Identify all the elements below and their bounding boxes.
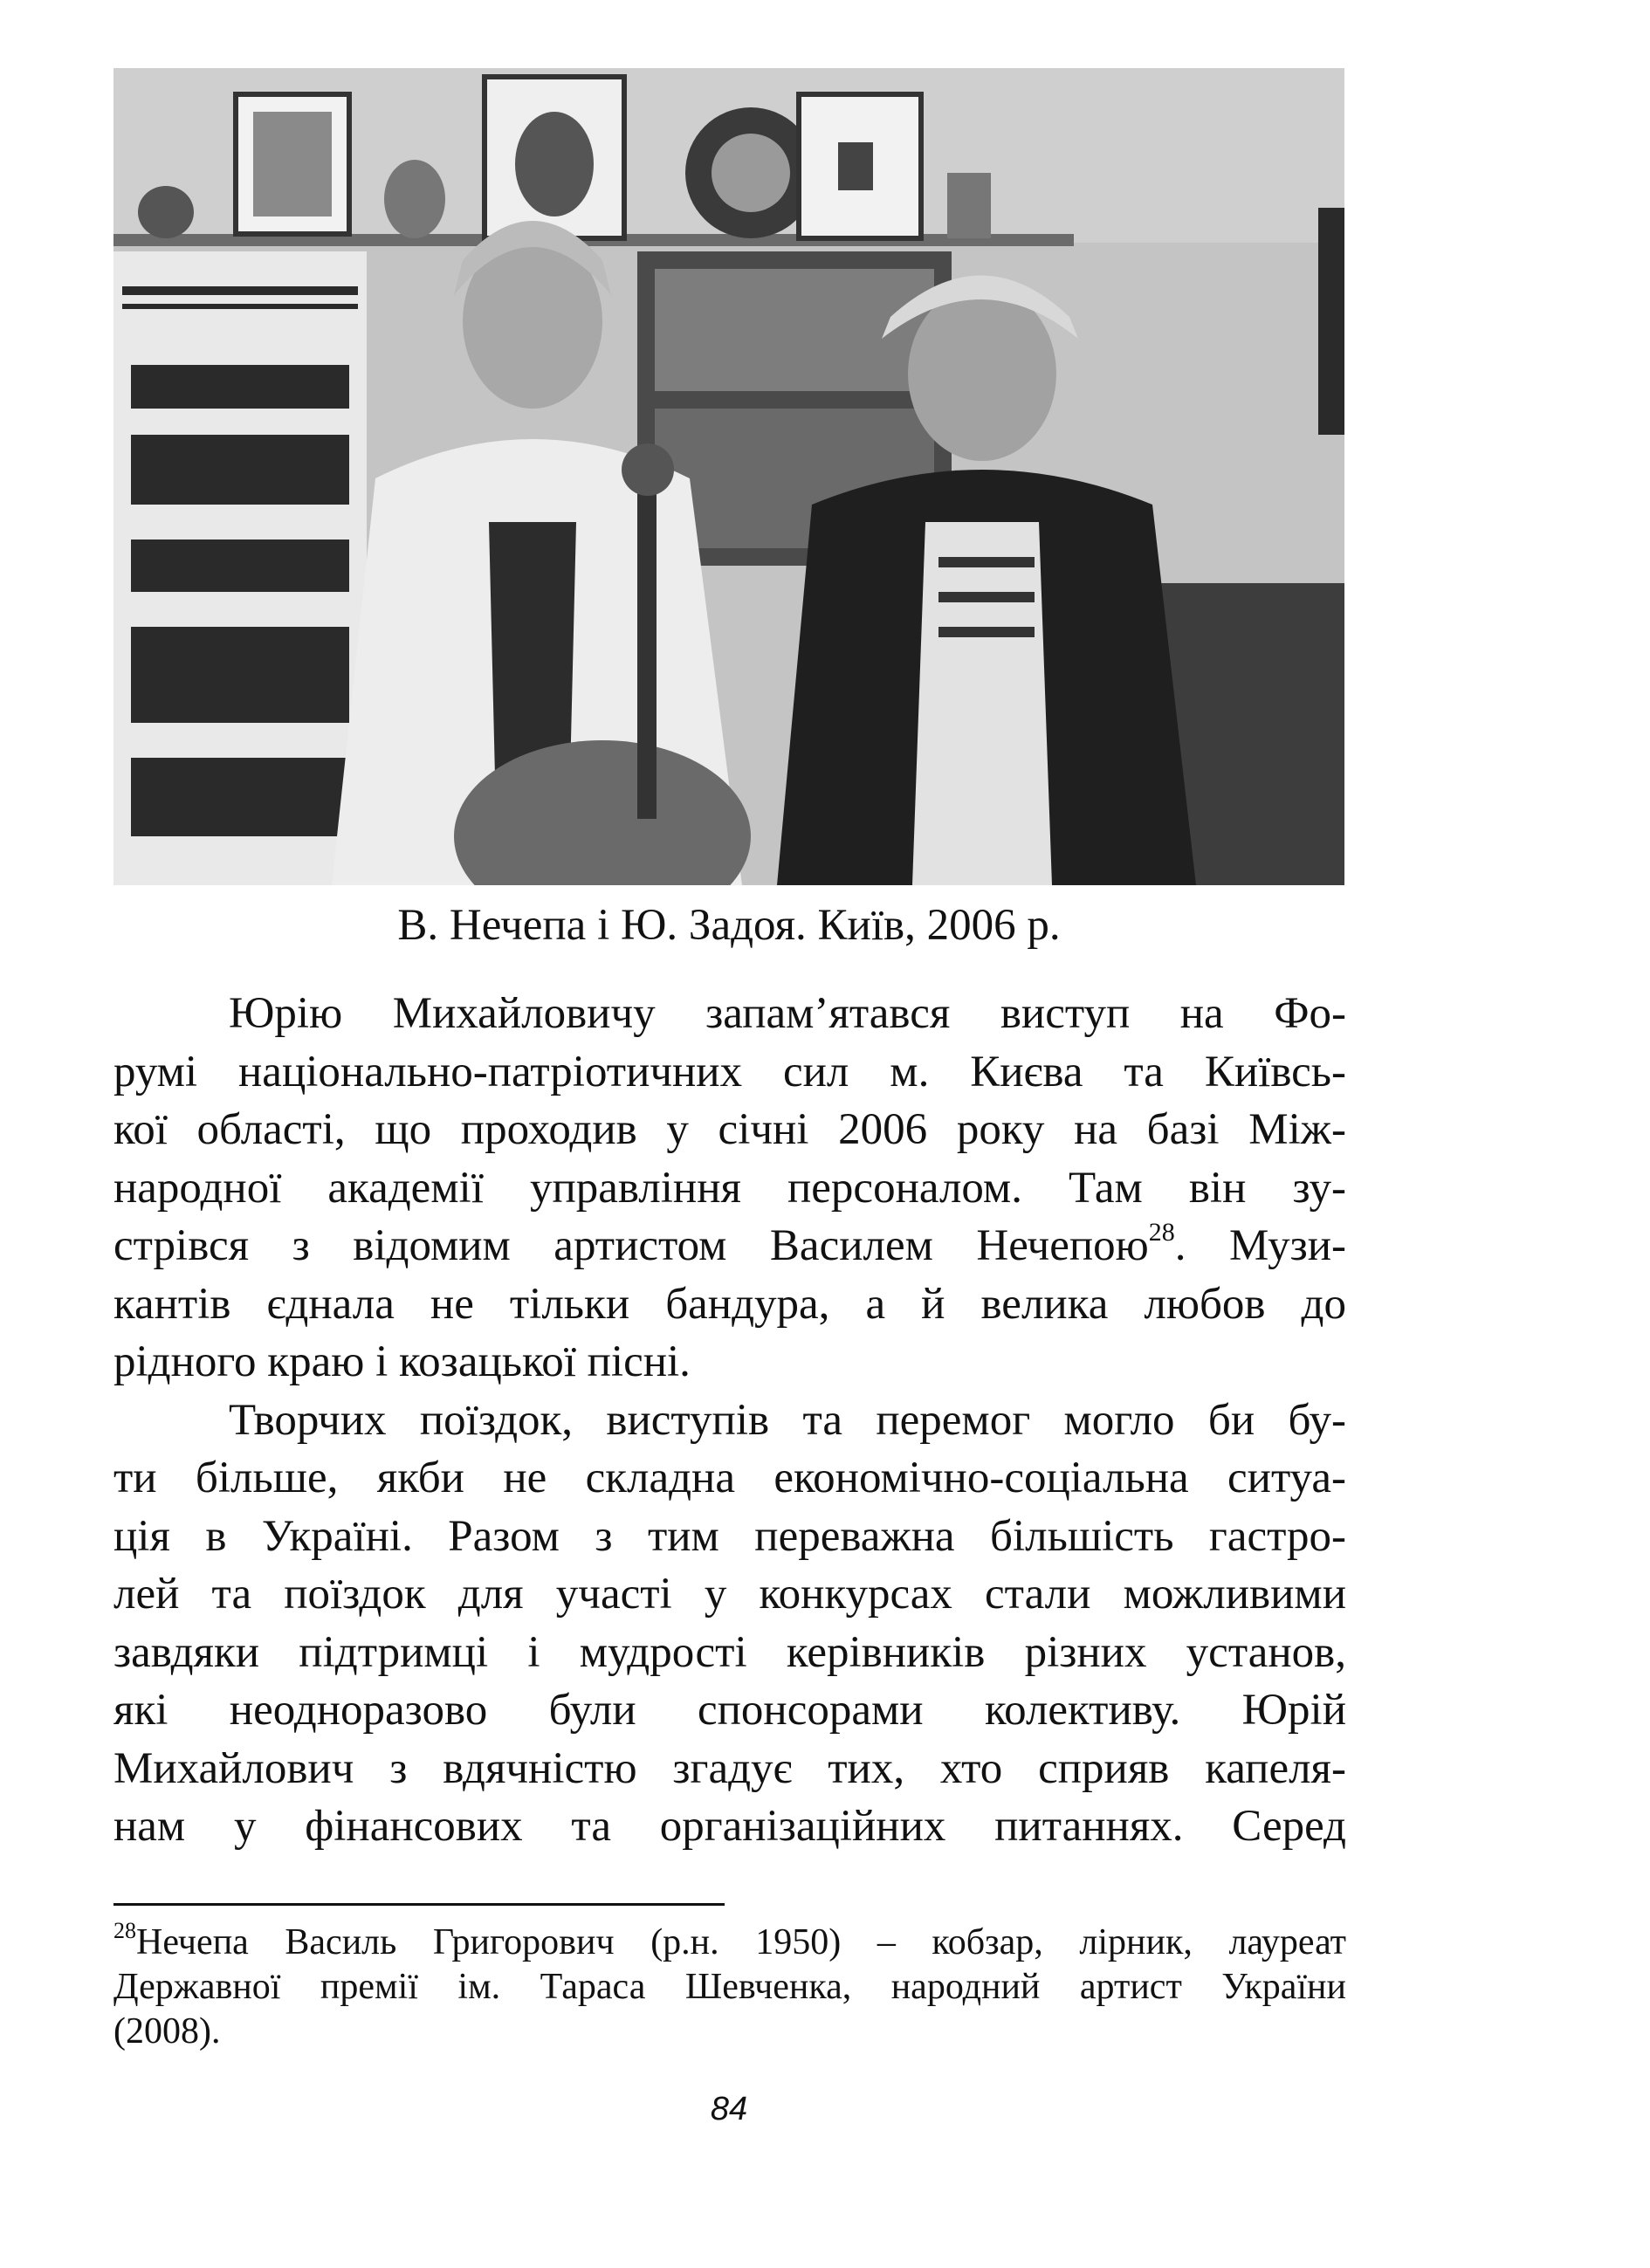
footnote-divider bbox=[113, 1903, 725, 1906]
paragraph-line-text: стрівся з відомим артистом Василем Нечепою bbox=[113, 1221, 1149, 1270]
paragraph-line: ти більше, якби не складна економічно-соціальна ситуа- bbox=[113, 1454, 1346, 1502]
footnote-number: 28 bbox=[113, 1918, 136, 1943]
footnote-line: Державної премії ім. Тараса Шевченка, народний артист України bbox=[113, 1967, 1346, 2007]
photo-illustration bbox=[113, 68, 1344, 885]
paragraph-line: ція в Україні. Разом з тим переважна більшість гастро- bbox=[113, 1511, 1346, 1561]
paragraph-line: народної академії управління персоналом. Там він зу- bbox=[113, 1163, 1346, 1213]
photo-caption: В. Нечепа і Ю. Задоя. Київ, 2006 р. bbox=[397, 901, 1061, 950]
footnote-reference: 28 bbox=[1148, 1218, 1175, 1247]
paragraph-line: нам у фінансових та організаційних питаннях. Серед bbox=[113, 1802, 1346, 1851]
paragraph-line: Михайлович з вдячністю згадує тих, хто сприяв капеля- bbox=[113, 1743, 1346, 1793]
paragraph-line-with-footnote bbox=[113, 1217, 1346, 1275]
paragraph-line: кантів єднала не тільки бандура, а й велика любов до bbox=[113, 1279, 1346, 1329]
paragraph-line: рідного краю і козацької пісні. bbox=[113, 1337, 691, 1386]
footnote-line: (2008). bbox=[113, 2011, 221, 2052]
photo-nechepa-zadoya bbox=[113, 68, 1344, 885]
paragraph-line: завдяки підтримці і мудрості керівників різних установ, bbox=[113, 1627, 1346, 1677]
footnote-line-text: Нечепа Василь Григорович (р.н. 1950) – кобзар, лірник, лауреат bbox=[136, 1922, 1346, 1962]
paragraph-line: кої області, що проходив у січні 2006 року на базі Між- bbox=[113, 1105, 1346, 1154]
footnote bbox=[113, 1918, 1346, 2054]
footnote-line bbox=[113, 1918, 1346, 1965]
page-number: 84 bbox=[710, 2091, 748, 2127]
paragraph-line: Юрію Михайловичу запам’ятався виступ на Фо- bbox=[229, 989, 1346, 1038]
body-text bbox=[113, 985, 1346, 1856]
paragraph-line-tail: . Музи- bbox=[1174, 1221, 1346, 1270]
paragraph-line: які неодноразово були спонсорами колективу. Юрій bbox=[113, 1686, 1346, 1735]
paragraph-line: румі національно-патріотичних сил м. Києва та Київсь- bbox=[113, 1047, 1346, 1096]
paragraph-line: лей та поїздок для участі у конкурсах стали можливими bbox=[113, 1570, 1346, 1619]
paragraph-line: Творчих поїздок, виступів та перемог могло би бу- bbox=[229, 1395, 1346, 1445]
